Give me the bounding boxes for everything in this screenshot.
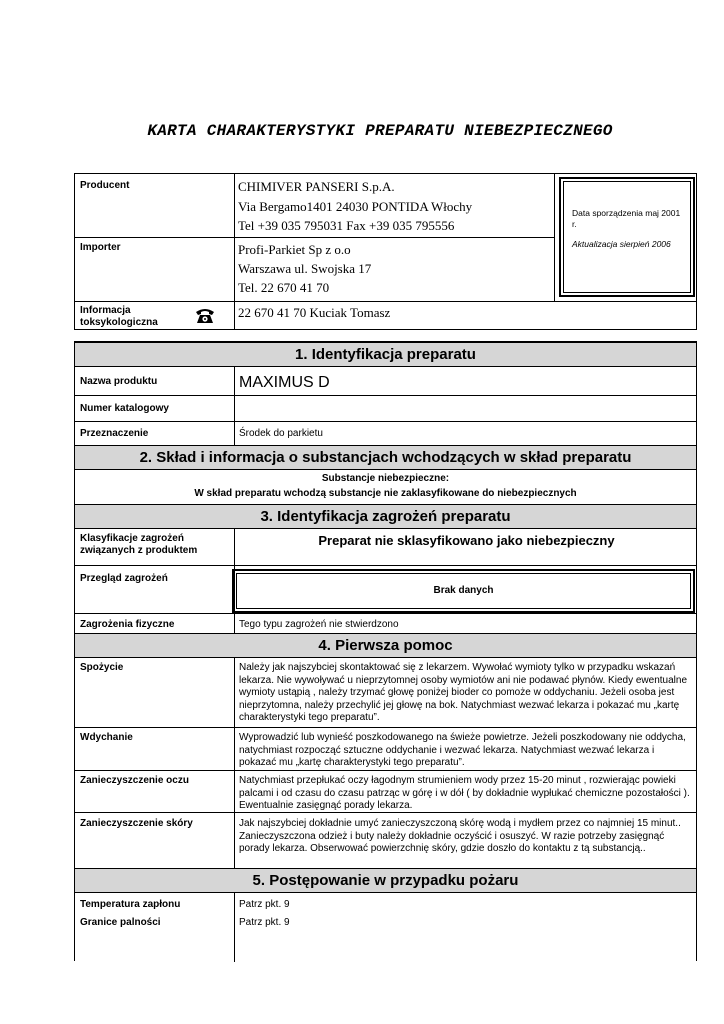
date-updated: Aktualizacja sierpień 2006 (572, 239, 671, 249)
date-prepared: Data sporządzenia maj 2001 r. (572, 208, 681, 229)
hazard-review-label: Przegląd zagrożeń (80, 573, 168, 584)
section-5-heading: 5. Postępowanie w przypadku pożaru (75, 868, 696, 893)
main-table (74, 341, 697, 961)
date-box (554, 174, 698, 301)
producent-line-2: Via Bergamo1401 24030 PONTIDA Włochy (238, 199, 473, 214)
classification-value: Preparat nie sklasyfikowano jako niebezpieczny (318, 533, 615, 548)
eye-contact-label: Zanieczyszczenie oczu (80, 775, 189, 786)
purpose-label: Przeznaczenie (80, 428, 149, 439)
tox-label-line-2: toksykologiczna (80, 317, 158, 328)
row-line (75, 421, 696, 422)
flash-point-value: Patrz pkt. 9 (239, 899, 290, 910)
producent-label: Producent (80, 180, 130, 191)
skin-contact-label: Zanieczyszczenie skóry (80, 818, 193, 829)
document-title: KARTA CHARAKTERYSTYKI PREPARATU NIEBEZPIECZNEGO (147, 122, 613, 140)
inhalation-text: Wyprowadzić lub wynieść poszkodowanego na świeże powietrze. Jeżeli poszkodowany nie oddycha, natychmiast rozpocząć sztuczne oddychanie i wezwać lekarza. Natychmiast wezwać lekarza i pokazać mu „kartę charakterystyki tego preparatu”. (239, 732, 686, 768)
hazard-review-value: Brak danych (236, 573, 691, 609)
section-4-heading: 4. Pierwsza pomoc (75, 633, 696, 658)
flammability-limits-label: Granice palności (80, 917, 161, 928)
producent-line-3: Tel +39 035 795031 Fax +39 035 795556 (238, 218, 455, 233)
row-line (75, 770, 696, 771)
header-divider (234, 174, 235, 329)
physical-hazards-value: Tego typu zagrożeń nie stwierdzono (239, 619, 399, 630)
eye-contact-text: Natychmiast przepłukać oczy łagodnym strumieniem wody przez 15-20 minut , rozwierając powieki palcami i od czasu do czasu patrząc w górę i w dół ( by dokładnie wypłukać chemiczne pozostałości ). Ewentualnie zasięgnąć porady lekarza. (239, 775, 690, 811)
header-box (74, 173, 697, 330)
column-divider (234, 893, 235, 962)
inhalation-label: Wdychanie (80, 732, 133, 743)
flammability-limits-value: Patrz pkt. 9 (239, 917, 290, 928)
importer-label: Importer (80, 242, 121, 253)
header-row-line (75, 301, 696, 302)
row-line (75, 565, 696, 566)
section-2-heading: 2. Skład i informacja o substancjach wchodzących w skład preparatu (75, 445, 696, 470)
section-1-heading: 1. Identyfikacja preparatu (75, 342, 696, 367)
flash-point-label: Temperatura zapłonu (80, 899, 181, 910)
ingestion-text: Należy jak najszybciej skontaktować się z lekarzem. Wywołać wymioty tylko w przypadku wskazań lekarza. Nie wywoływać u nieprzytomnej osoby wymiotów ani nie podawać płynów. Kiedy ewentualne wymioty ustąpią , należy trzymać głowę poniżej bioder co pomoże w oddychaniu. Jeżeli osoba jest nieprzytomna, należy przechylić jej głowę na bok. Natychmiast wezwać lekarza i pokazać mu „kartę charakterystyki tego preparatu”. (239, 662, 688, 723)
physical-hazards-label: Zagrożenia fizyczne (80, 619, 175, 630)
header-row-line (75, 237, 554, 238)
producent-line-1: CHIMIVER PANSERI S.p.A. (238, 179, 395, 194)
tox-value: 22 670 41 70 Kuciak Tomasz (238, 305, 391, 320)
importer-line-2: Warszawa ul. Swojska 17 (238, 261, 372, 276)
section-3-heading: 3. Identyfikacja zagrożeń preparatu (75, 504, 696, 529)
product-name-label: Nazwa produktu (80, 376, 158, 387)
tox-label-line-1: Informacja (80, 305, 131, 316)
row-line (75, 727, 696, 728)
composition-line-2: W skład preparatu wchodzą substancje nie zaklasyfikowane do niebezpiecznych (194, 488, 577, 499)
importer-line-1: Profi-Parkiet Sp z o.o (238, 242, 351, 257)
ingestion-label: Spożycie (80, 662, 124, 673)
skin-contact-text: Jak najszybciej dokładnie umyć zanieczyszczoną skórę wodą i mydłem przez co najmniej 15 minut.. Zanieczyszczona odzież i buty należy dokładnie oczyścić i osuszyć. W razie potrzeby zasięgnąć porady lekarza. Obserwować powierzchnię skóry, gdzie doszło do kontaktu z tą substancją.. (239, 818, 681, 854)
composition-line-1: Substancje niebezpieczne: (321, 473, 450, 484)
importer-line-3: Tel. 22 670 41 70 (238, 280, 330, 295)
row-line (75, 812, 696, 813)
row-line (75, 613, 696, 614)
product-name-value: MAXIMUS D (239, 374, 330, 391)
purpose-value: Środek do parkietu (239, 428, 323, 439)
row-line (75, 395, 696, 396)
column-divider (234, 658, 235, 868)
telephone-icon (195, 306, 215, 326)
catalog-number-label: Numer katalogowy (80, 403, 169, 414)
classification-label: Klasyfikacje zagrożeń związanych z produktem (80, 533, 198, 556)
column-divider (234, 367, 235, 446)
hazard-review-box (232, 569, 695, 613)
